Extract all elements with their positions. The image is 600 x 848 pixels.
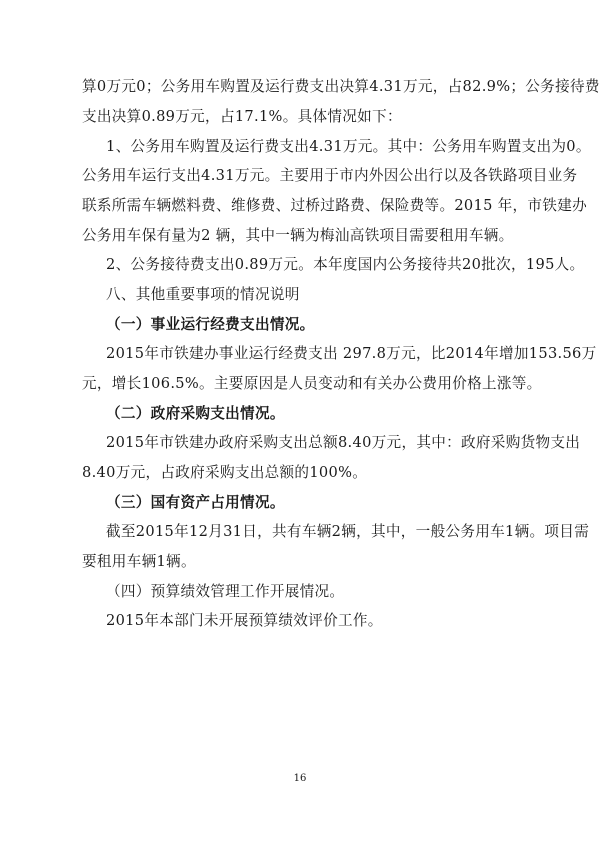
- paragraph-line: 公务用车运行支出4.31万元。主要用于市内外因公出行以及各铁路项目业务: [82, 167, 578, 184]
- page-number: 16: [293, 773, 307, 784]
- paragraph-line: 要租用车辆1辆。: [82, 553, 196, 570]
- paragraph-line: 8.40万元，占政府采购支出总额的100%。: [82, 464, 368, 481]
- paragraph-line: 公务用车保有量为2 辆，其中一辆为梅汕高铁项目需要租用车辆。: [82, 227, 514, 244]
- paragraph-line: 支出决算0.89万元，占17.1%。具体情况如下：: [82, 108, 402, 125]
- paragraph-line: 元，增长106.5%。主要原因是人员变动和有关办公费用价格上涨等。: [82, 375, 542, 392]
- subsection-heading: （一）事业运行经费支出情况。: [106, 316, 315, 333]
- paragraph-line: 2、公务接待费支出0.89万元。本年度国内公务接待共20批次，195人。: [106, 256, 585, 273]
- paragraph-line: 1、公务用车购置及运行费支出4.31万元。其中：公务用车购置支出为0。: [106, 138, 591, 155]
- subsection-heading: （四）预算绩效管理工作开展情况。: [106, 583, 345, 600]
- subsection-heading: （二）政府采购支出情况。: [106, 405, 285, 422]
- section-heading: 八、其他重要事项的情况说明: [106, 286, 300, 303]
- paragraph-line: 2015年市铁建办事业运行经费支出 297.8万元，比2014年增加153.56万: [106, 345, 597, 362]
- paragraph-line: 截至2015年12月31日，共有车辆2辆，其中，一般公务用车1辆。项目需: [106, 523, 590, 540]
- paragraph-line: 2015年市铁建办政府采购支出总额8.40万元，其中：政府采购货物支出: [106, 434, 581, 451]
- paragraph-line: 2015年本部门未开展预算绩效评价工作。: [106, 612, 383, 629]
- subsection-heading: （三）国有资产占用情况。: [106, 494, 285, 511]
- paragraph-line: 联系所需车辆燃料费、维修费、过桥过路费、保险费等。2015 年，市铁建办: [82, 197, 587, 214]
- paragraph-line: 算0万元0；公务用车购置及运行费支出决算4.31万元，占82.9%；公务接待费: [82, 78, 600, 95]
